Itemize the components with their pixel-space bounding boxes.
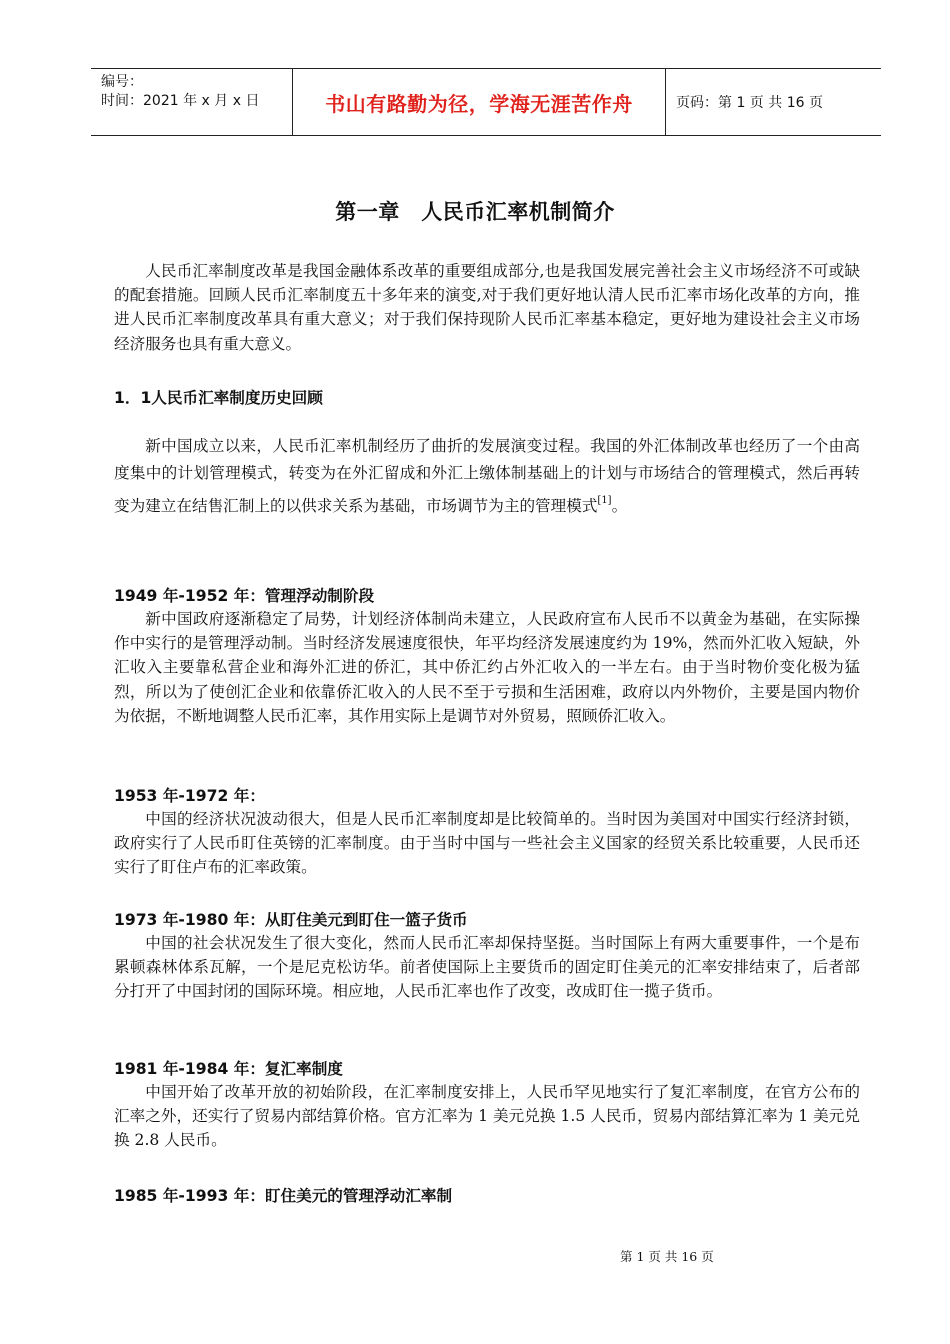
section-paragraph-text: 新中国成立以来，人民币汇率机制经历了曲折的发展演变过程。我国的外汇体制改革也经历了一个由高度集中的计划管理模式，转变为在外汇留成和外汇上缴体制基础上的计划与市场结合的管理模式，然后再转变为建立在结售汇制上的以供求关系为基础，市场调节为主的管理模式 — [114, 437, 860, 515]
period-text-1981: 中国开始了改革开放的初始阶段，在汇率制度安排上，人民币罕见地实行了复汇率制度，在官方公布的汇率之外，还实行了贸易内部结算价格。官方汇率为 1 美元兑换 1.5 人民币，贸易内部结算汇率为 1 美元兑换 2.8 人民币。 — [114, 1083, 860, 1150]
footer-page-number: 第 1 页 共 16 页 — [620, 1249, 714, 1264]
period-heading-1981: 1981 年-1984 年：复汇率制度 — [114, 1060, 343, 1078]
citation: [1] — [597, 495, 612, 506]
section-number: 1．1 — [114, 389, 152, 407]
period-heading-1973: 1973 年-1980 年：从盯住美元到盯住一篮子货币 — [114, 911, 468, 929]
header-motto: 书山有路勤为径，学海无涯苦作舟 — [293, 69, 666, 135]
header-number-label: 编号： — [101, 74, 143, 90]
period-heading-1949: 1949 年-1952 年：管理浮动制阶段 — [114, 587, 375, 605]
section-paragraph-end: 。 — [611, 497, 628, 515]
header-page-info: 页码：第 1 页 共 16 页 — [676, 95, 823, 111]
intro-paragraph: 人民币汇率制度改革是我国金融体系改革的重要组成部分,也是我国发展完善社会主义市场经济不可或缺的配套措施。回顾人民币汇率制度五十多年来的演变,对于我们更好地认清人民币汇率市场化改革的方向，推进人民币汇率制度改革具有重大意义；对于我们保持现阶人民币汇率基本稳定，更好地为建设社会主义市场经济服务也具有重大意义。 — [114, 262, 860, 353]
chapter-title: 第一章 人民币汇率机制简介 — [335, 200, 615, 224]
period-heading-1985: 1985 年-1993 年：盯住美元的管理浮动汇率制 — [114, 1187, 453, 1205]
section-paragraph — [114, 433, 860, 520]
header-meta — [91, 69, 293, 135]
period-text-1953: 中国的经济状况波动很大，但是人民币汇率制度却是比较简单的。当时因为美国对中国实行经济封锁，政府实行了人民币盯住英镑的汇率制度。由于当时中国与一些社会主义国家的经贸关系比较重要，人民币还实行了盯住卢布的汇率政策。 — [114, 810, 860, 877]
period-text-1973: 中国的社会状况发生了很大变化，然而人民币汇率却保持坚挺。当时国际上有两大重要事件，一个是布累顿森林体系瓦解，一个是尼克松访华。前者使国际上主要货币的固定盯住美元的汇率安排结束了，后者部分打开了中国封闭的国际环境。相应地，人民币汇率也作了改变，改成盯住一揽子货币。 — [114, 934, 860, 1001]
section-heading — [114, 386, 323, 408]
period-text-1949: 新中国政府逐渐稳定了局势，计划经济体制尚未建立，人民政府宣布人民币不以黄金为基础，在实际操作中实行的是管理浮动制。当时经济发展速度很快，年平均经济发展速度约为 19%，然而外汇收入短缺，外汇收入主要靠私营企业和海外汇进的侨汇，其中侨汇约占外汇收入的一半左右。由于当时物价变化极为猛烈，所以为了使创汇企业和依靠侨汇收入的人民不至于亏损和生活困难，政府以内外物价，主要是国内物价为依据，不断地调整人民币汇率，其作用实际上是调节对外贸易，照顾侨汇收入。 — [114, 610, 860, 725]
header-time-label: 时间：2021 年 x 月 x 日 — [101, 93, 260, 109]
page-header — [91, 68, 881, 136]
period-heading-1953: 1953 年-1972 年： — [114, 787, 265, 805]
section-title: 人民币汇率制度历史回顾 — [151, 389, 323, 407]
